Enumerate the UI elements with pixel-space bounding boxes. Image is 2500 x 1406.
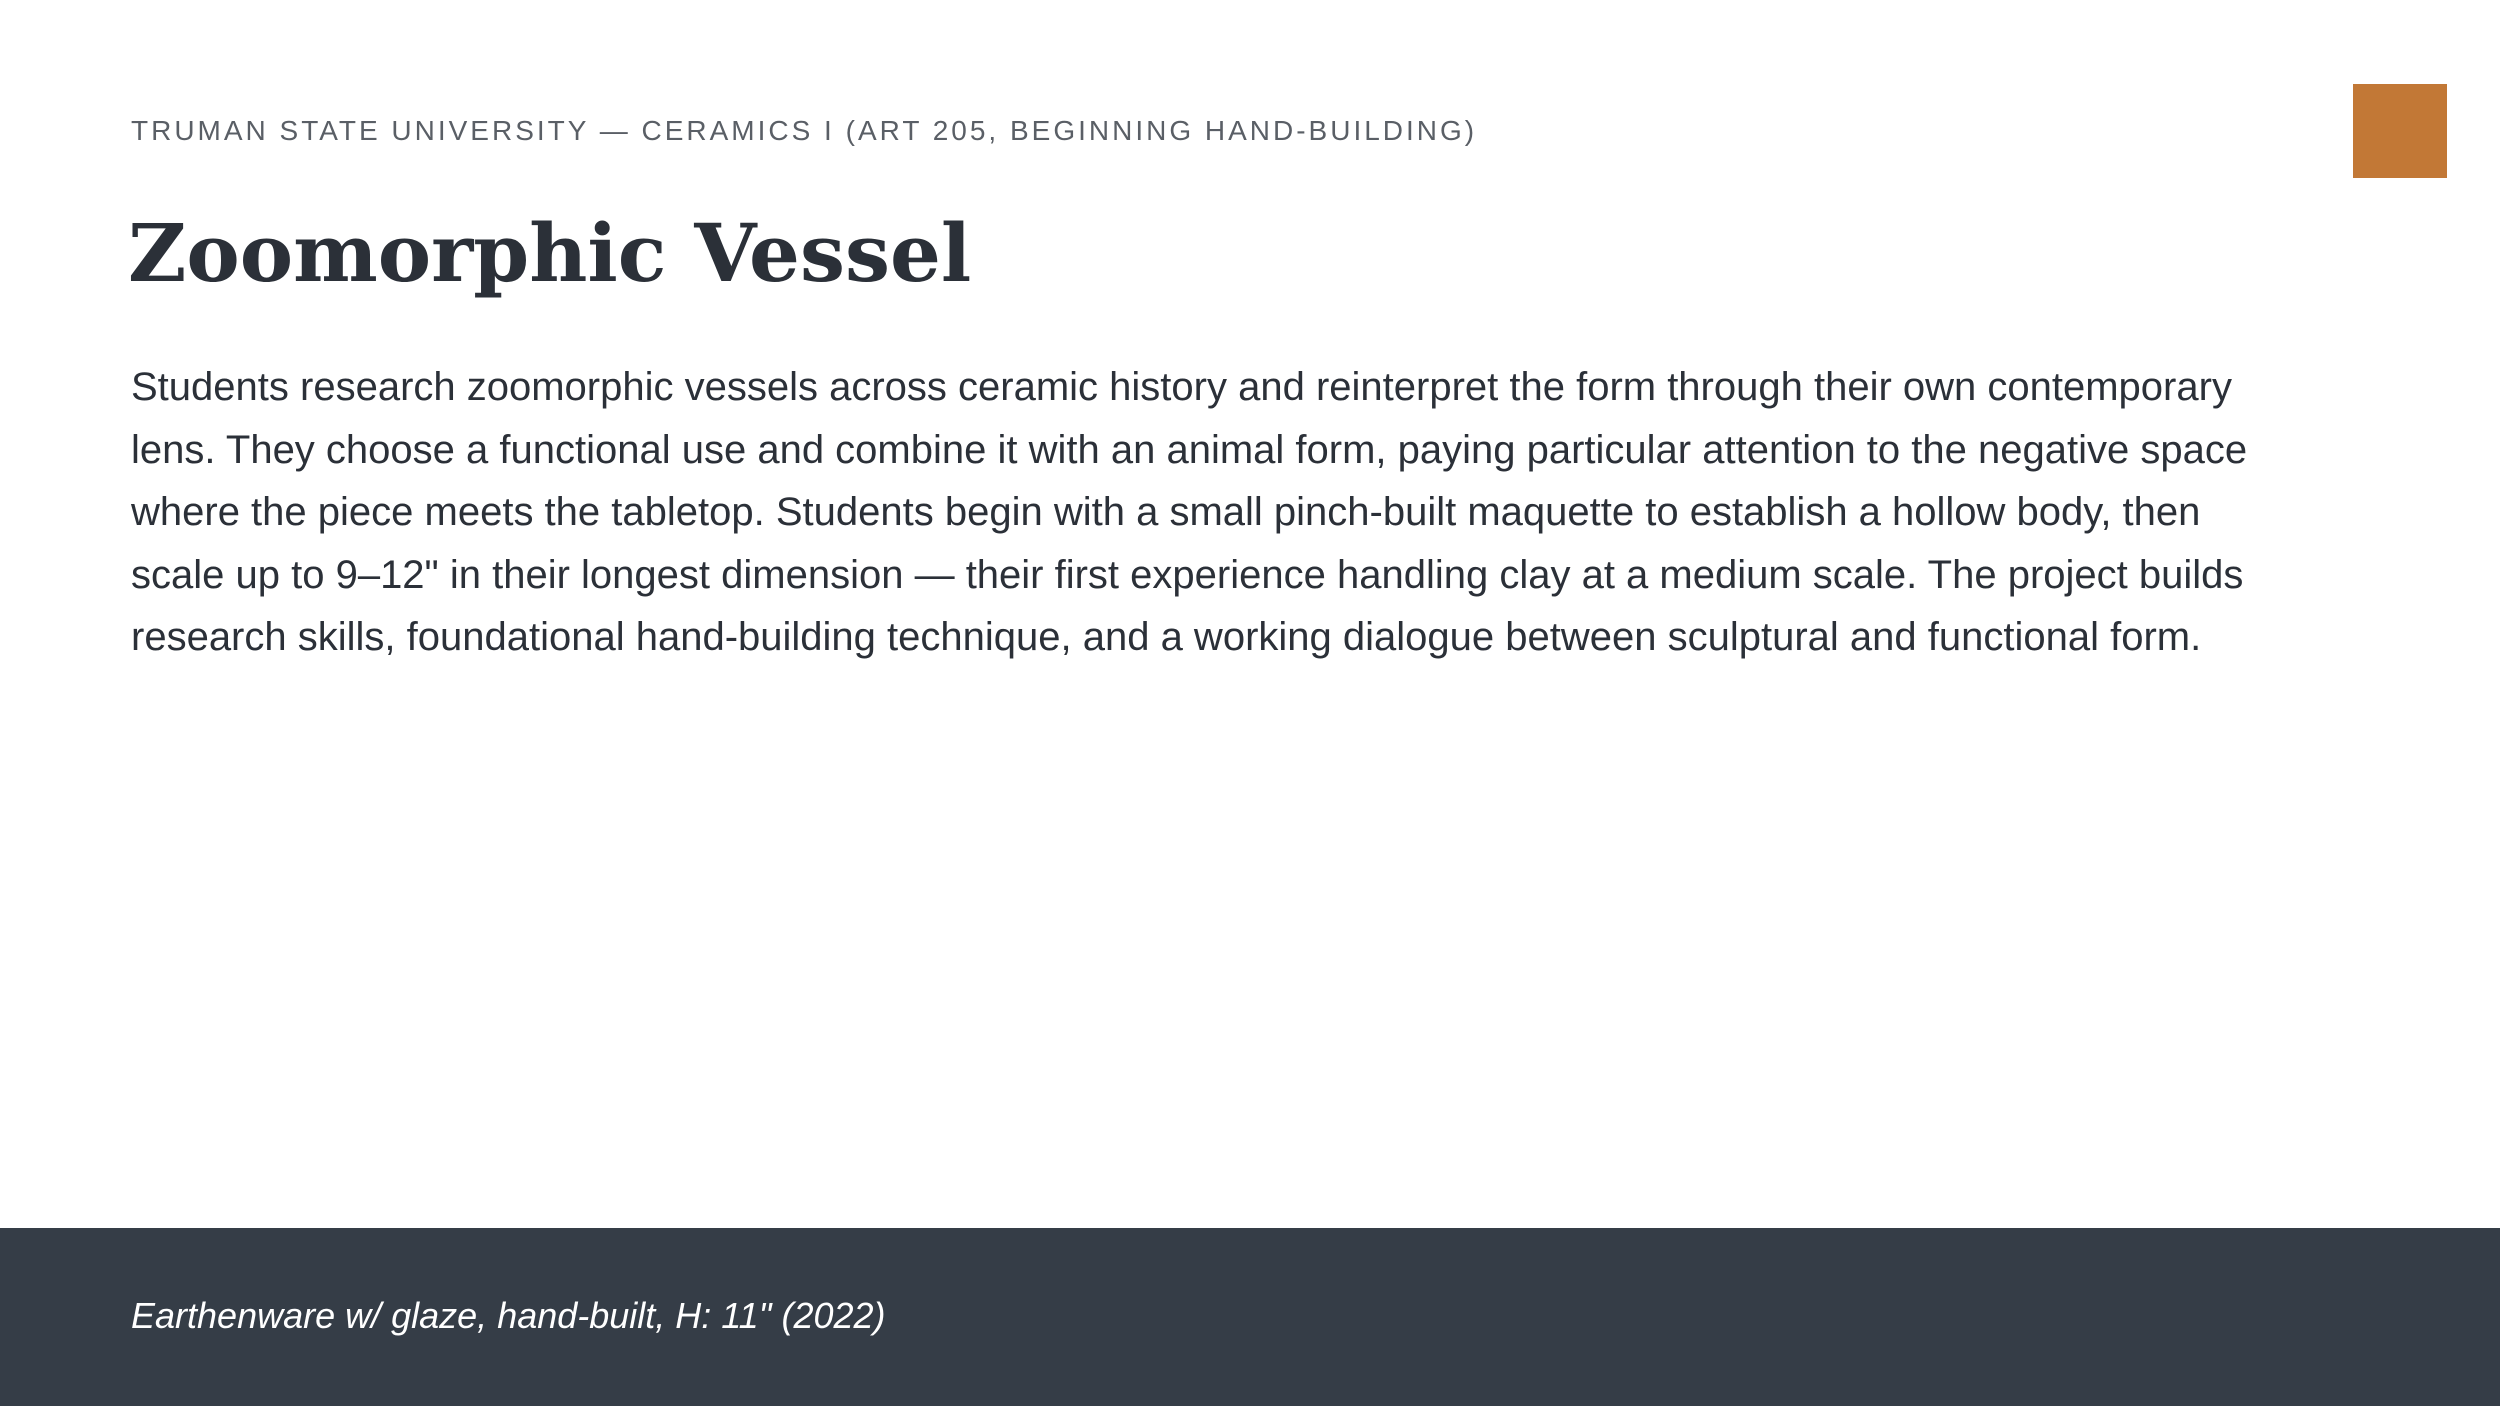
accent-square [2353,84,2447,178]
project-description: Students research zoomorphic vessels across ceramic history and reinterpret the form through their own contemporary lens. They choose a functional use and combine it with an animal form, paying particular attention to the negative space where the piece meets the tabletop. Students begin with a small pinch-built maquette to establish a hollow body, then scale up to 9–12" in their longest dimension — their first experience handling clay at a medium scale. The project builds research skills, foundational hand-building technique, and a working dialogue between sculptural and functional form. [131,365,2248,659]
artwork-caption: Earthenware w/ glaze, hand-built, H: 11" (2022) [131,1295,886,1336]
course-kicker: TRUMAN STATE UNIVERSITY — CERAMICS I (ART 205, BEGINNING HAND-BUILDING) [131,115,1478,146]
page-title: Zoomorphic Vessel [128,206,972,300]
